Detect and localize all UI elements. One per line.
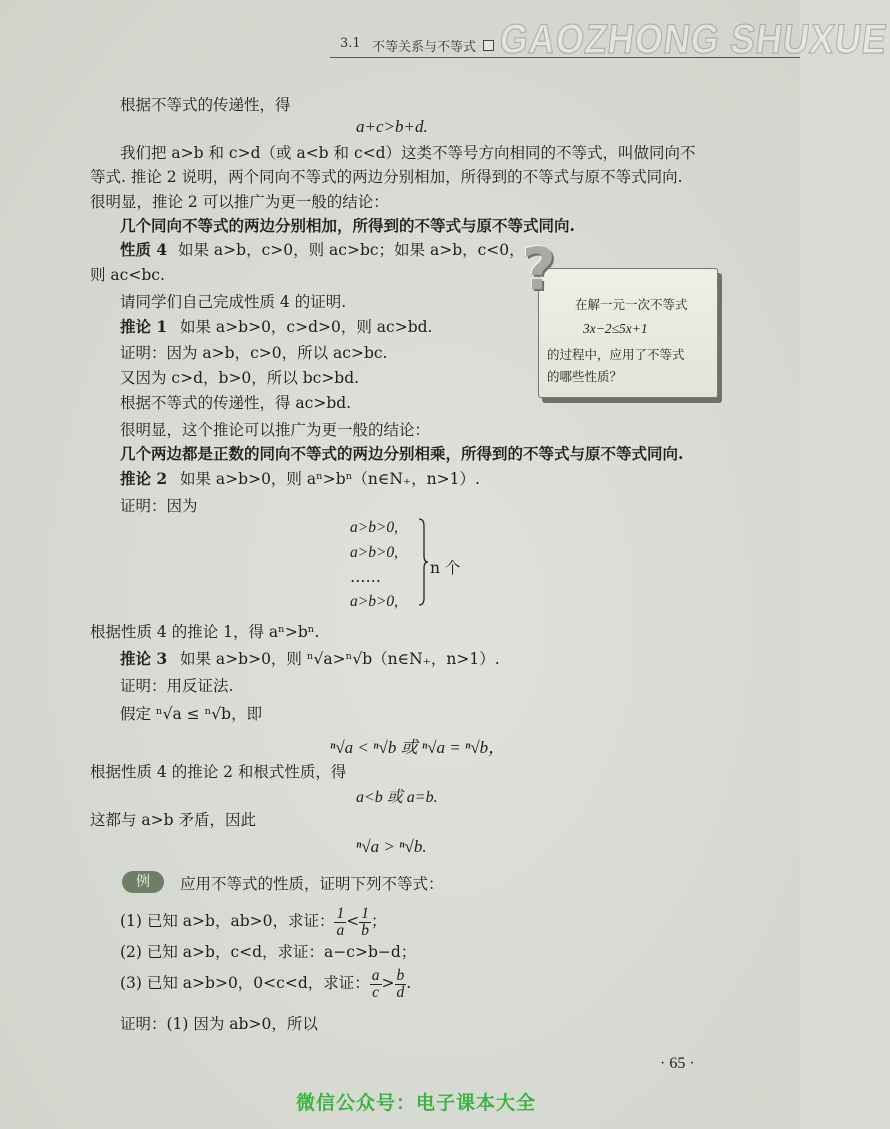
text-line: 根据不等式的传递性，得 <box>120 96 291 114</box>
exercise-text: (3) 已知 a>b>0，0<c<d，求证： <box>120 974 370 992</box>
fraction-denominator: d <box>396 983 405 1001</box>
exercise-text: (1) 已知 a>b，ab>0，求证： <box>120 912 335 930</box>
formula-line: a<b 或 a=b. <box>356 789 438 806</box>
formula-line: ⁿ√a > ⁿ√b. <box>356 837 427 856</box>
exercise-item: (2) 已知 a>b，c<d，求证：a−c>b−d； <box>120 943 417 961</box>
relation-symbol: < <box>346 912 360 930</box>
proof-line: 又因为 c>d，b>0，所以 bc>bd. <box>120 369 360 387</box>
fraction-numerator: a <box>371 967 380 984</box>
sidebox-line: 在解一元一次不等式 <box>575 297 688 312</box>
text-line: 根据性质 4 的推论 2 和根式性质，得 <box>90 763 347 781</box>
proof-line: 假定 ⁿ√a ≤ ⁿ√b，即 <box>120 705 263 723</box>
text-line: 我们把 a>b 和 c>d（或 a<b 和 c<d）这类不等号方向相同的不等式，叫做同向不 <box>120 144 696 162</box>
punctuation: . <box>406 974 412 992</box>
right-brace-icon <box>418 518 428 606</box>
inequality-stack-row: …… <box>350 568 381 586</box>
fraction-denominator: b <box>361 921 369 939</box>
proof-line: 证明：用反证法. <box>120 677 234 695</box>
header-square-icon <box>483 40 494 51</box>
text-line: 这都与 a>b 矛盾，因此 <box>90 811 257 829</box>
property-text: 如果 a>b，c>0，则 ac>bc；如果 a>b，c<0， <box>178 241 525 259</box>
header-section-number: 3.1 <box>340 36 361 51</box>
question-mark-icon: ? <box>522 235 556 303</box>
text-line: 根据性质 4 的推论 1，得 aⁿ>bⁿ. <box>90 623 320 641</box>
header-title: 不等关系与不等式 <box>372 40 477 55</box>
text-line: 等式. 推论 2 说明，两个同向不等式的两边分别相加，所得到的不等式与原不等式同向. <box>90 168 683 186</box>
fraction-denominator: a <box>336 921 345 939</box>
formula-line: ⁿ√a < ⁿ√b 或 ⁿ√a = ⁿ√b， <box>330 738 506 757</box>
proof-line: 证明：因为 <box>120 497 198 515</box>
fraction <box>334 906 346 938</box>
text-line: 请同学们自己完成性质 4 的证明. <box>120 293 347 311</box>
example-intro: 应用不等式的性质，证明下列不等式： <box>180 875 444 893</box>
inequality-stack-row: a>b>0, <box>350 544 399 561</box>
property-text: 则 ac<bc. <box>90 266 165 284</box>
corollary-label: 推论 1 <box>120 317 168 336</box>
fraction-denominator: c <box>372 983 380 1001</box>
fraction-numerator: 1 <box>361 905 369 922</box>
text-line: 很明显，这个推论可以推广为更一般的结论： <box>120 421 431 439</box>
proof-line: 证明：因为 a>b，c>0，所以 ac>bc. <box>120 344 388 362</box>
sidebox-formula: 3x−2≤5x+1 <box>583 321 648 336</box>
corollary-text: 如果 a>b>0，则 ⁿ√a>ⁿ√b（n∈N₊，n>1）. <box>180 650 500 668</box>
punctuation: ； <box>370 912 387 930</box>
bold-conclusion: 几个同向不等式的两边分别相加，所得到的不等式与原不等式同向. <box>120 216 575 235</box>
fraction-numerator: 1 <box>336 905 345 922</box>
fraction <box>395 968 407 1000</box>
text-line: 很明显，推论 2 可以推广为更一般的结论： <box>90 193 389 211</box>
n-count-label: n 个 <box>430 559 461 577</box>
watermark-text: 微信公众号：电子课本大全 <box>296 1092 537 1114</box>
exercise-item <box>120 968 411 1000</box>
corollary-label: 推论 3 <box>120 649 168 668</box>
exercise-item <box>120 906 387 938</box>
fraction <box>370 968 382 1000</box>
bold-conclusion: 几个两边都是正数的同向不等式的两边分别相乘，所得到的不等式与原不等式同向. <box>120 444 684 463</box>
corollary-text: 如果 a>b>0，c>d>0，则 ac>bd. <box>180 318 433 336</box>
sidebox-line: 的过程中，应用了不等式 <box>547 347 685 362</box>
property-label: 性质 4 <box>120 240 168 259</box>
fraction-numerator: b <box>396 967 405 984</box>
inequality-stack-row: a>b>0, <box>350 593 399 610</box>
proof-line: 根据不等式的传递性，得 ac>bd. <box>120 394 352 412</box>
inequality-stack-row: a>b>0, <box>350 519 399 536</box>
example-badge: 例 <box>122 871 164 893</box>
corollary-text: 如果 a>b>0，则 aⁿ>bⁿ（n∈N₊，n>1）. <box>180 470 480 488</box>
relation-symbol: > <box>381 974 395 992</box>
formula-line: a+c>b+d. <box>356 117 428 136</box>
corollary-label: 推论 2 <box>120 469 168 488</box>
fraction <box>359 906 371 938</box>
proof-line: 证明：(1) 因为 ab>0，所以 <box>120 1015 318 1033</box>
sidebox-line: 的哪些性质？ <box>547 369 623 384</box>
header-brand: GAOZHONG SHUXUE <box>497 14 890 63</box>
page-number: · 65 · <box>660 1055 695 1072</box>
